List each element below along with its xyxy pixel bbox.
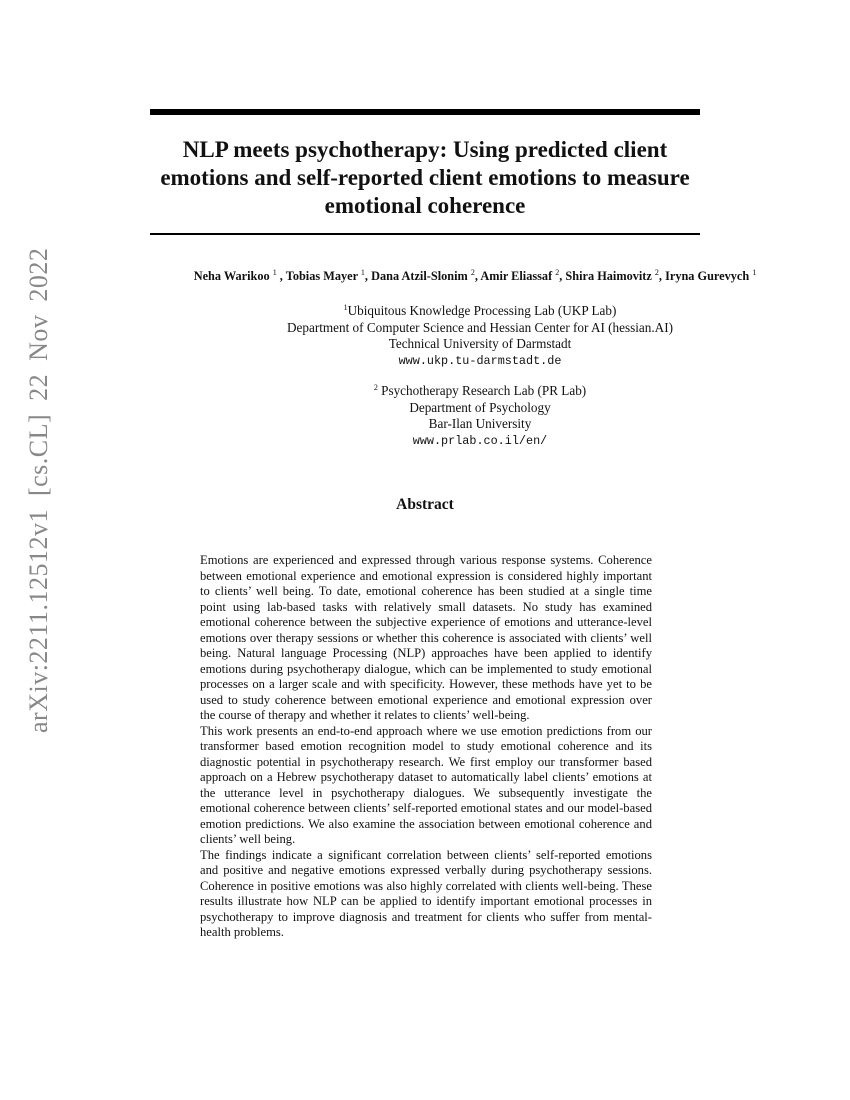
affiliation-mark: 2 [373, 383, 378, 392]
author-name: Shira Haimovitz [565, 269, 652, 283]
author-affiliation-mark: 2 [654, 268, 659, 277]
abstract-paragraph: The findings indicate a significant correlation between clients’ self-reported emotions and positive and negative emotions expressed verbally during psychotherapy sessions. Coherence in positive emotions was also highly correlated with clients well-being. These results illustrate how NLP can be applied to identify important emotional processes in psychotherapy to improve diagnosis and treatment for clients who suffer from mental-health problems. [200, 847, 652, 939]
abstract-body [200, 553, 652, 941]
author-affiliation-mark: 1 [752, 268, 757, 277]
author-name: Neha Warikoo [193, 269, 270, 283]
author-name: Amir Eliassaf [480, 269, 553, 283]
author-name: Iryna Gurevych [665, 269, 750, 283]
abstract-paragraph: This work presents an end-to-end approach where we use emotion predictions from our transformer based emotion recognition model to study emotional coherence and its diagnostic potential in psychotherapy research. We first employ our transformer based approach on a Hebrew psychotherapy dataset to automatically label clients’ emotions at the utterance level in psychotherapy dialogues. We subsequently investigate the emotional coherence between clients’ self-reported emotional states and our model-based emotion predictions. We also examine the association between emotional coherence and clients’ well being. [200, 723, 652, 846]
title-top-rule [150, 109, 700, 115]
affiliation-url: www.ukp.tu-darmstadt.de [398, 353, 562, 368]
paper-title: NLP meets psychotherapy: Using predicted client emotions and self-reported client emotions to measure emotional coherence [160, 137, 690, 218]
author-affiliation-mark: 2 [470, 268, 475, 277]
affiliation-lab: Ubiquitous Knowledge Processing Lab (UKP Lab) [347, 303, 617, 318]
author-list: Neha Warikoo $^1$ , Tobias Mayer $^1$, Dana Atzil-Slonim $^2$, Amir Eliassaf $^2$, Shira Haimovitz $^2$, Iryna Gurevych $^1$ [193, 268, 757, 283]
affiliation-department: Department of Computer Science and Hessian Center for AI (hessian.AI) [287, 319, 673, 335]
author-affiliation-mark: 2 [555, 268, 560, 277]
abstract-heading: Abstract [396, 496, 454, 513]
affiliation-mark: 1 [343, 303, 348, 312]
affiliation-university: Technical University of Darmstadt [388, 336, 572, 351]
affiliation-2 [140, 380, 820, 449]
author-affiliation-mark: 1 [360, 268, 365, 277]
title-bottom-rule [150, 233, 700, 235]
affiliation-1 [140, 300, 820, 369]
affiliation-department: Department of Psychology [409, 399, 551, 415]
author-name: Dana Atzil-Slonim [371, 269, 468, 283]
author-name: Tobias Mayer [285, 269, 358, 283]
affiliation-url: www.prlab.co.il/en/ [412, 433, 548, 448]
affiliation-university: Bar-Ilan University [428, 416, 532, 431]
author-affiliation-mark: 1 [272, 268, 277, 277]
abstract-paragraph: Emotions are experienced and expressed through various response systems. Coherence between emotional experience and emotional expression is considered highly important to clients’ well being. To date, emotional coherence has been studied at a single time point using lab-based tasks with relatively small datasets. No study has examined emotional coherence between the subjective experience of emotions and utterance-level emotions over therapy sessions or whether this coherence is associated with clients’ well being. Natural language Processing (NLP) approaches have been applied to identify emotions during psychotherapy dialogue, which can be implemented to study emotional processes on a larger scale and with specificity. However, these methods have yet to be used to study coherence between emotional experience and emotional expression over the course of therapy and whether it relates to clients’ well-being. [200, 553, 652, 722]
affiliation-lab: Psychotherapy Research Lab (PR Lab) [381, 383, 587, 398]
arxiv-identifier-stamp: arXiv:2211.12512v1 [cs.CL] 22 Nov 2022 [24, 247, 53, 733]
